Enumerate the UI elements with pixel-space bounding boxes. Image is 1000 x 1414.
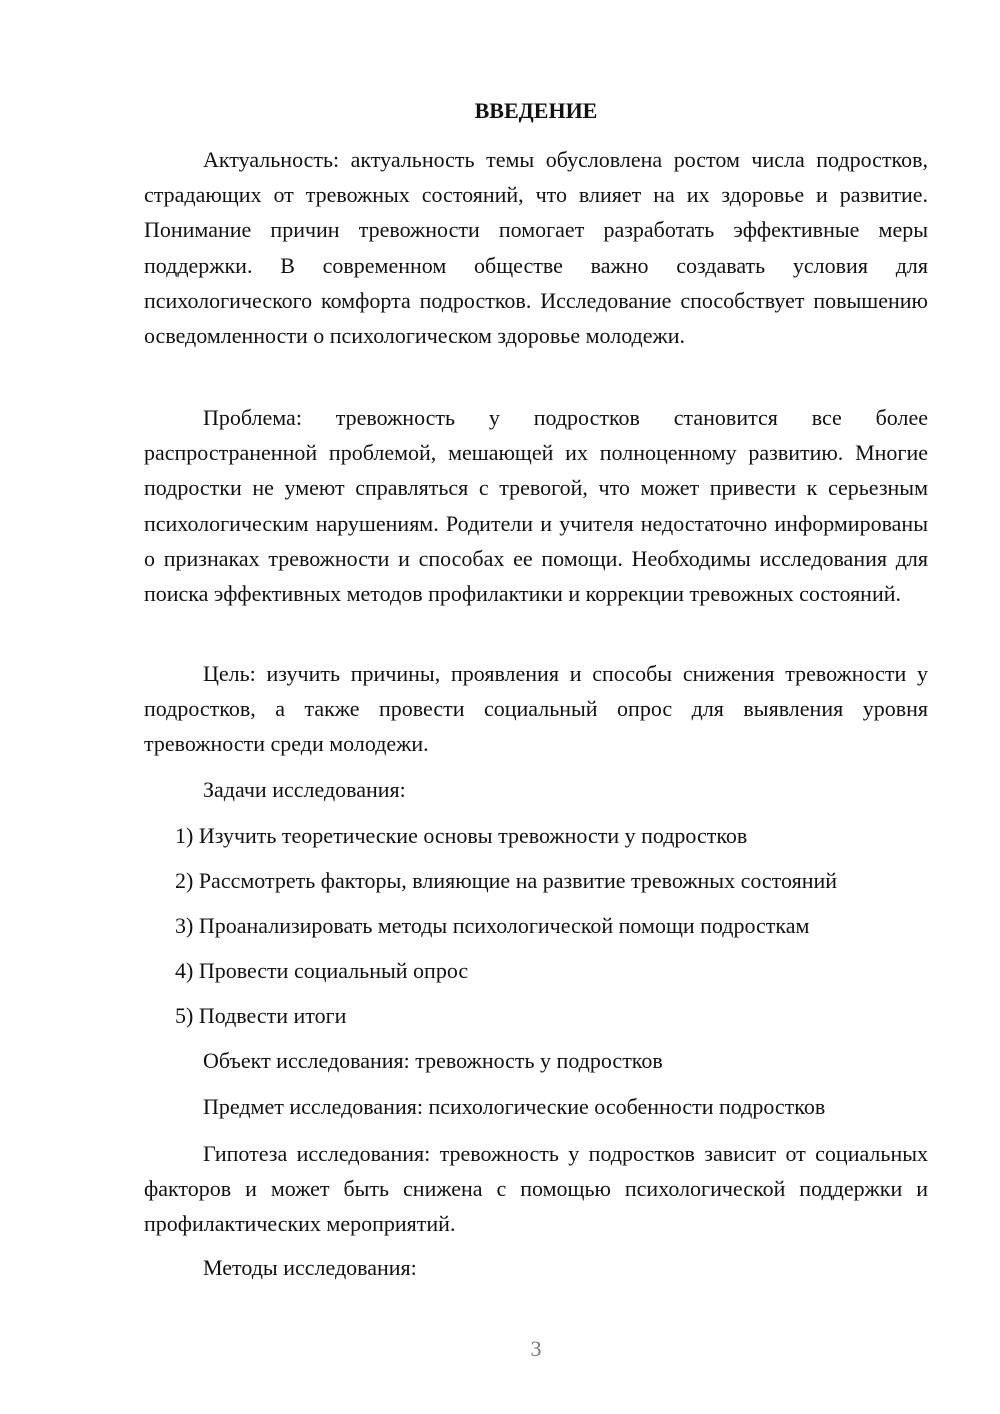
research-subject: Предмет исследования: психологические особенности подростков xyxy=(203,1094,826,1119)
goal-paragraph: Цель: изучить причины, проявления и способы снижения тревожности у подростков, а также провести социальный опрос для выявления уровня тревожности среди молодежи. xyxy=(144,661,928,757)
task-item-2: 2) Рассмотреть факторы, влияющие на развитие тревожных состояний xyxy=(175,868,838,893)
relevance-paragraph: Актуальность: актуальность темы обусловлена ростом числа подростков, страдающих от тревожных состояний, что влияет на их здоровье и развитие. Понимание причин тревожности помогает разработать эффективные меры поддержки. В современном обществе важно создавать условия для психологического комфорта подростков. Исследование способствует повышению осведомленности о психологическом здоровье молодежи. xyxy=(144,147,928,349)
research-object: Объект исследования: тревожность у подростков xyxy=(203,1048,663,1073)
task-item-3: 3) Проанализировать методы психологической помощи подросткам xyxy=(175,913,810,938)
task-item-4: 4) Провести социальный опрос xyxy=(175,958,469,983)
task-item-5: 5) Подвести итоги xyxy=(175,1003,347,1028)
page-number: 3 xyxy=(530,1336,542,1361)
hypothesis-paragraph: Гипотеза исследования: тревожность у подростков зависит от социальных факторов и может быть снижена с помощью психологической поддержки и профилактических мероприятий. xyxy=(144,1141,928,1237)
problem-paragraph: Проблема: тревожность у подростков становится все более распространенной проблемой, мешающей их полноценному развитию. Многие подростки не умеют справляться с тревогой, что может привести к серьезным психологическим нарушениям. Родители и учителя недостаточно информированы о признаках тревожности и способах ее помощи. Необходимы исследования для поиска эффективных методов профилактики и коррекции тревожных состояний. xyxy=(144,405,928,607)
tasks-heading: Задачи исследования: xyxy=(203,777,406,802)
methods-heading: Методы исследования: xyxy=(203,1255,417,1280)
page-title: ВВЕДЕНИЕ xyxy=(474,98,598,123)
task-item-1: 1) Изучить теоретические основы тревожности у подростков xyxy=(175,823,748,848)
